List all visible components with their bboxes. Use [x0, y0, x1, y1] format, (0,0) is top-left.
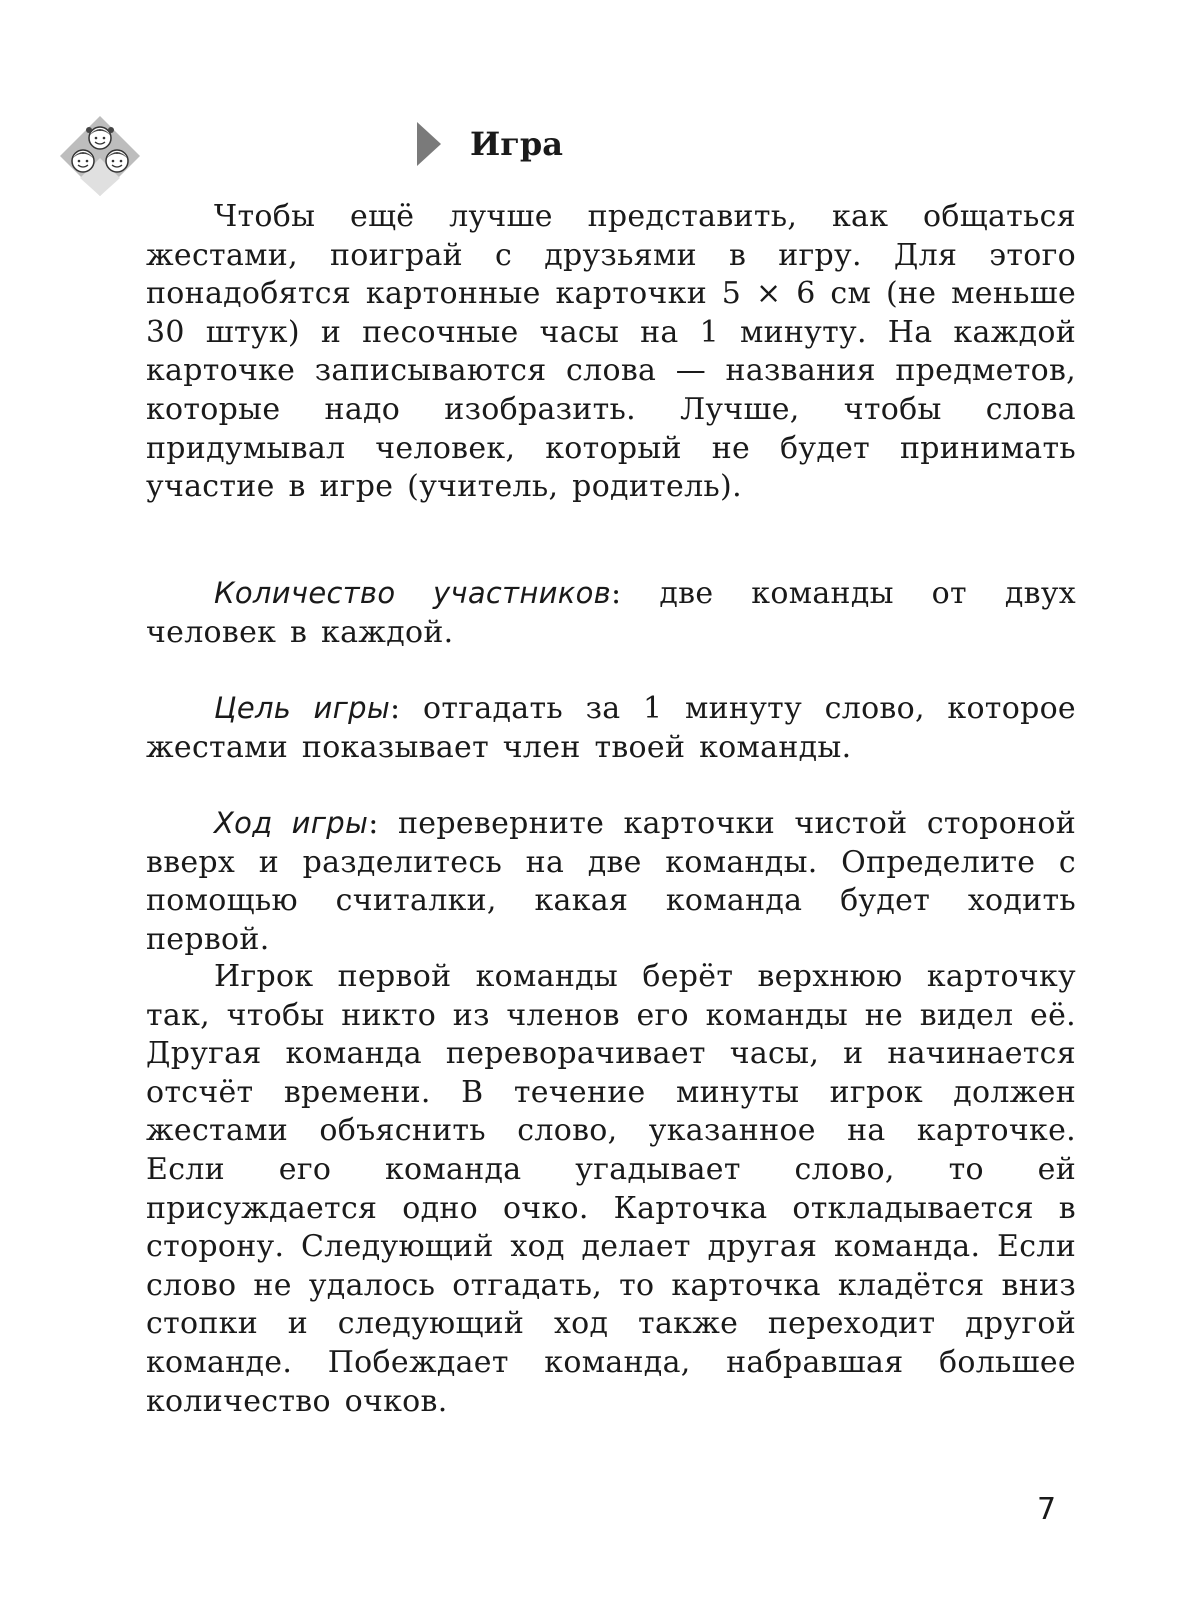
- intro-paragraph: Чтобы ещё лучше представить, как общаться жестами, поиграй с друзьями в игру. Для этого понадобятся картонные карточки 5 × 6 см (не меньше 30 штук) и песочные часы на 1 минуту. На каждой карточке записываются слова — названия предметов, которые надо изобразить. Лучше, чтобы слова придумывал человек, который не будет принимать участие в игре (учитель, родитель).: [146, 199, 1076, 505]
- goal-text: : отгадать за 1 минуту слово, которое жестами показывает член твоей команды.: [146, 691, 1076, 765]
- process-term: Ход игры: [214, 806, 369, 840]
- participants-term: Количество участников: [214, 576, 612, 610]
- triangle-arrow-icon: [415, 122, 441, 166]
- participants-text: : две команды от двух человек в каждой.: [146, 576, 1076, 650]
- rules-paragraph: Игрок первой команды берёт верхнюю карточку так, чтобы никто из членов его команды не видел её. Другая команда переворачивает часы, и начинается отсчёт времени. В течение минуты игрок должен жестами объяснить слово, указанное на карточке. Если его команда угадывает слово, то ей присуждается одно очко. Карточка откладывается в сторону. Следующий ход делает другая команда. Если слово не удалось отгадать, то карточка кладётся вниз стопки и следующий ход также переходит другой команде. Побеждает команда, набравшая большее количество очков.: [146, 959, 1076, 1419]
- process-paragraph: [146, 804, 1076, 959]
- goal-term: Цель игры: [214, 691, 391, 725]
- process-text: : переверните карточки чистой стороной вверх и разделитесь на две команды. Определите с помощью считалки, какая команда будет ходить первой.: [146, 806, 1077, 957]
- goal-paragraph: [146, 689, 1076, 767]
- participants-paragraph: [146, 574, 1076, 652]
- page-number: 7: [1037, 1492, 1057, 1527]
- children-group-icon: [58, 114, 142, 198]
- section-title: Игра: [470, 125, 563, 163]
